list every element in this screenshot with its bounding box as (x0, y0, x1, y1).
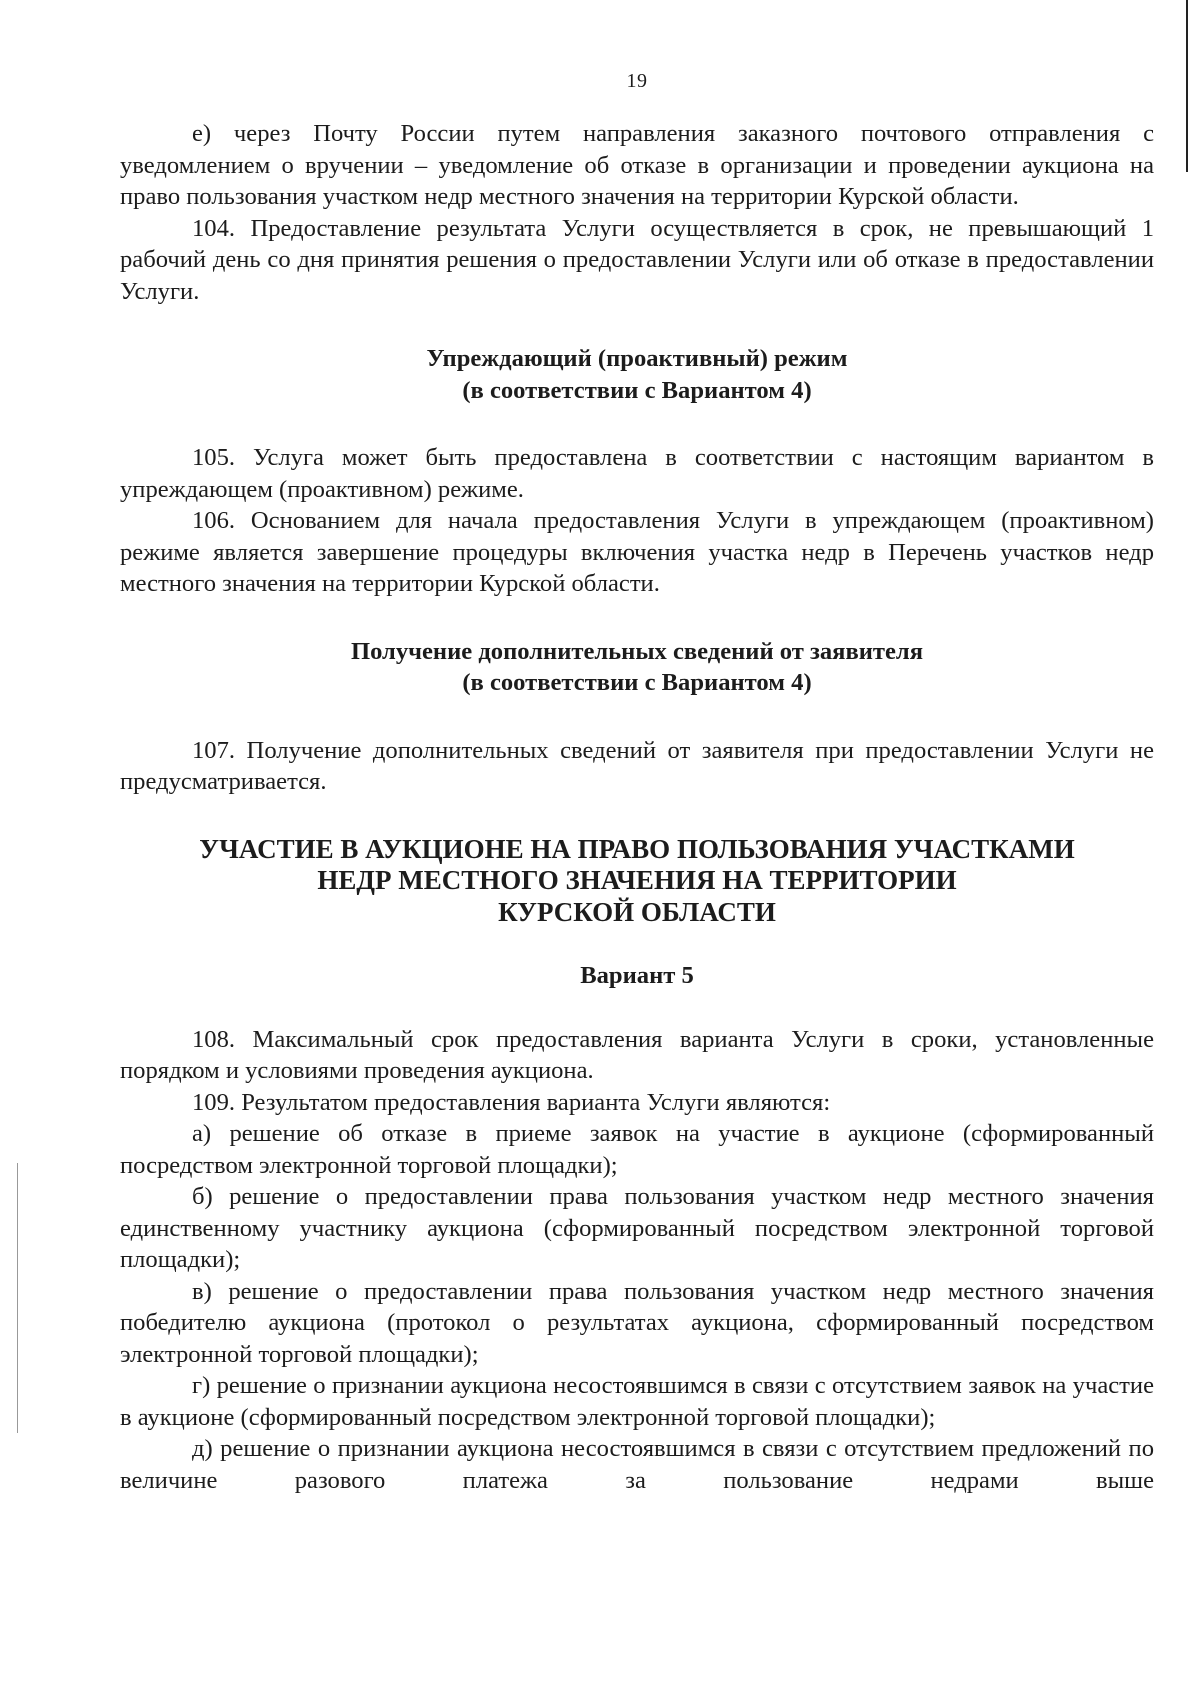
variant-title: Вариант 5 (580, 962, 694, 989)
paragraph-e-post: е) через Почту России путем направления заказного почтового отправления с уведомлением о вручении – уведомление об отказе в организации и проведении аукциона на право пользования участком недр местного значения на территории Курской области. (120, 120, 1154, 210)
section-subtitle-additional-info: (в соответствии с Вариантом 4) (462, 669, 812, 696)
paragraph-105: 105. Услуга может быть предоставлена в соответствии с настоящим вариантом в упреждающем (проактивном) режиме. (120, 444, 1154, 503)
document-page (120, 0, 1154, 1695)
section-title-additional-info: Получение дополнительных сведений от заявителя (350, 637, 924, 665)
list-item-a: а) решение об отказе в приеме заявок на участие в аукционе (сформированный посредством электронной торговой площадки); (120, 1120, 1154, 1179)
paragraph-106: 106. Основанием для начала предоставления Услуги в упреждающем (проактивном) режиме является завершение процедуры включения участка недр в Перечень участков недр местного значения на территории Курской области. (120, 507, 1154, 597)
scan-margin-mark (17, 1163, 18, 1433)
page-number: 19 (626, 70, 648, 92)
list-item-d: д) решение о признании аукциона несостоявшимся в связи с отсутствием предложений по величине разового платежа за пользование недрами выше (120, 1435, 1154, 1494)
scan-edge-mark (1186, 0, 1188, 172)
chapter-title-line-2: НЕДР МЕСТНОГО ЗНАЧЕНИЯ НА ТЕРРИТОРИИ (317, 865, 957, 895)
list-item-v: в) решение о предоставлении права пользования участком недр местного значения победителю аукциона (протокол о результатах аукциона, сформированный посредством электронной торговой площадки); (120, 1277, 1154, 1368)
section-title-proactive: Упреждающий (проактивный) режим (426, 345, 848, 372)
list-item-b: б) решение о предоставлении права пользования участком недр местного значения единственному участнику аукциона (сформированный посредством электронной торговой площадки); (120, 1183, 1154, 1273)
chapter-title-line-3: КУРСКОЙ ОБЛАСТИ (498, 896, 776, 927)
chapter-title-line-1: УЧАСТИЕ В АУКЦИОНЕ НА ПРАВО ПОЛЬЗОВАНИЯ УЧАСТКАМИ (199, 833, 1075, 864)
paragraph-109: 109. Результатом предоставления варианта Услуги являются: (192, 1088, 831, 1116)
paragraph-104: 104. Предоставление результата Услуги осуществляется в срок, не превышающий 1 рабочий день со дня принятия решения о предоставлении Услуги или об отказе в предоставлении Услуги. (120, 214, 1154, 305)
paragraph-107: 107. Получение дополнительных сведений от заявителя при предоставлении Услуги не предусматривается. (120, 736, 1154, 795)
list-item-g: г) решение о признании аукциона несостоявшимся в связи с отсутствием заявок на участие в аукционе (сформированный посредством электронной торговой площадки); (120, 1372, 1154, 1431)
paragraph-108: 108. Максимальный срок предоставления варианта Услуги в сроки, установленные порядком и условиями проведения аукциона. (120, 1025, 1154, 1084)
document-body (120, 118, 1154, 1496)
section-subtitle-proactive: (в соответствии с Вариантом 4) (462, 376, 812, 404)
